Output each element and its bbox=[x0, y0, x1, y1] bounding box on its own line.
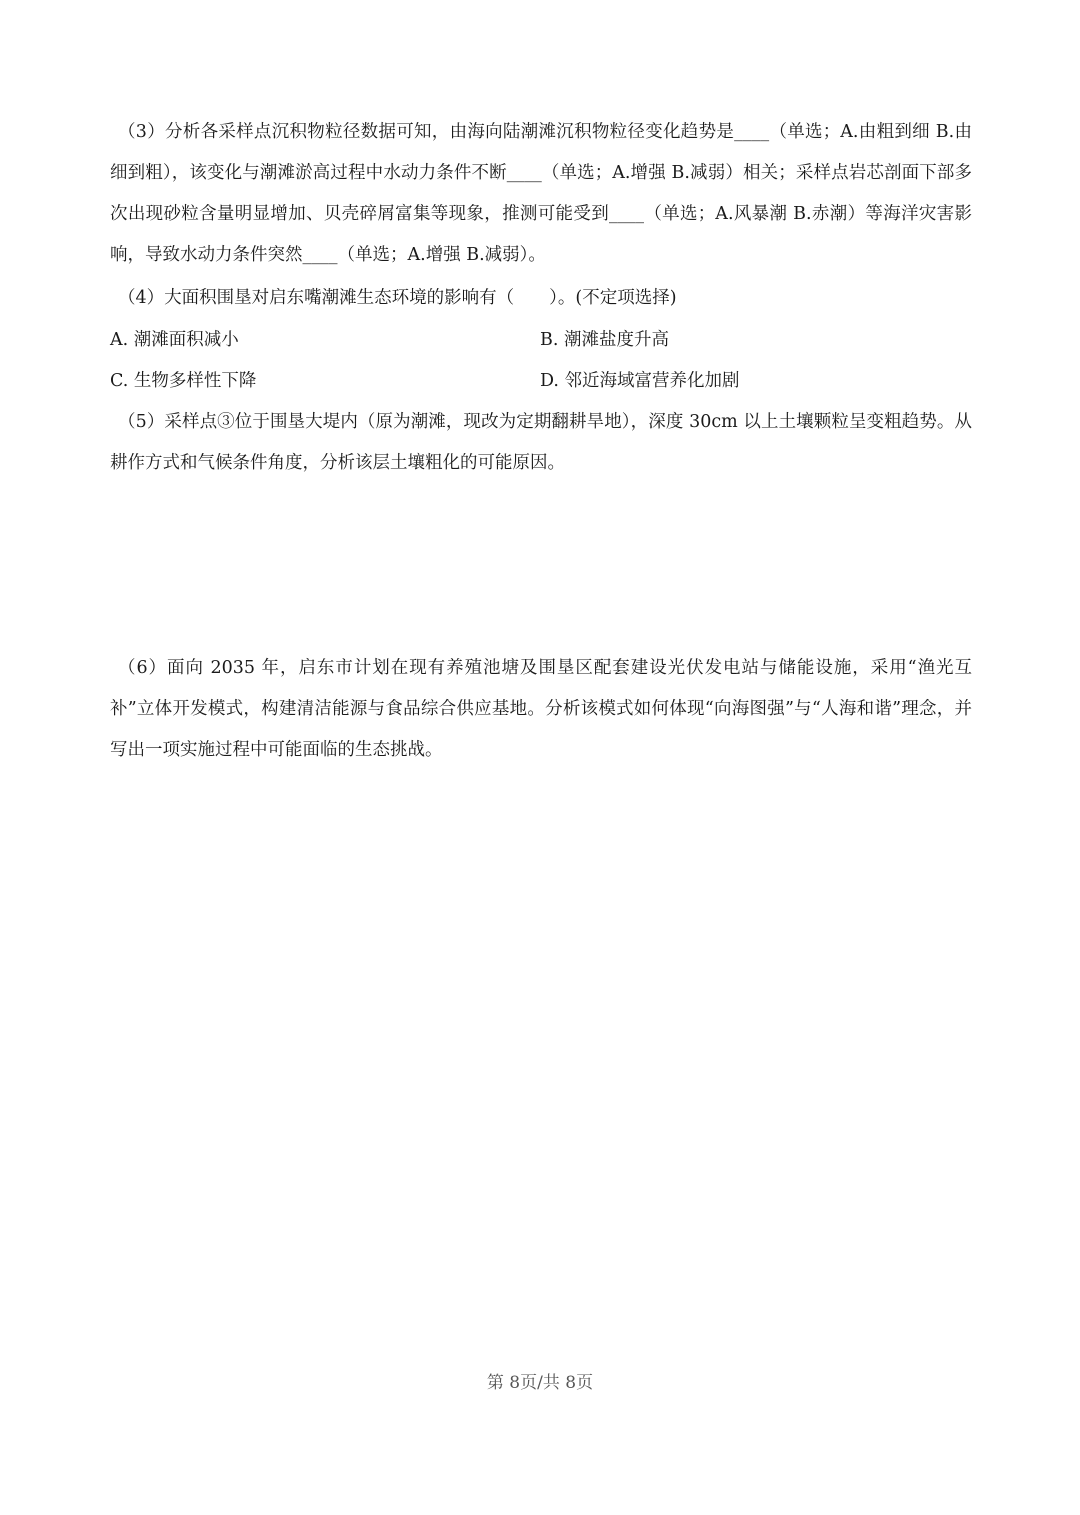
question-4-stem: （4）大面积围垦对启东嘴潮滩生态环境的影响有（ ）。(不定项选择) bbox=[118, 288, 677, 308]
question-4-option-d: D. 邻近海域富营养化加剧 bbox=[540, 371, 740, 391]
question-3-text: （3）分析各采样点沉积物粒径数据可知，由海向陆潮滩沉积物粒径变化趋势是____（单选；A.由粗到细 B.由细到粗），该变化与潮滩淤高过程中水动力条件不断____（单选；A.增强 B.减弱）相关；采样点岩芯剖面下部多次出现砂粒含量明显增加、贝壳碎屑富集等现象，推测可能受到____（单选；A.风暴潮 B.赤潮）等海洋灾害影响，导致水动力条件突然____（单选；A.增强 B.减弱）。 bbox=[110, 122, 972, 265]
question-5-text: （5）采样点③位于围垦大堤内（原为潮滩，现改为定期翻耕旱地），深度 30cm 以上土壤颗粒呈变粗趋势。从耕作方式和气候条件角度，分析该层土壤粗化的可能原因。 bbox=[110, 412, 972, 473]
question-4-option-b: B. 潮滩盐度升高 bbox=[540, 330, 669, 350]
question-4-option-c: C. 生物多样性下降 bbox=[110, 371, 257, 391]
question-4-option-a: A. 潮滩面积减小 bbox=[110, 330, 239, 350]
page-number: 第 8页/共 8页 bbox=[486, 1373, 594, 1393]
question-6-text: （6）面向 2035 年，启东市计划在现有养殖池塘及围垦区配套建设光伏发电站与储能设施，采用“渔光互补”立体开发模式，构建清洁能源与食品综合供应基地。分析该模式如何体现“向海图强”与“人海和谐”理念，并写出一项实施过程中可能面临的生态挑战。 bbox=[110, 658, 972, 760]
